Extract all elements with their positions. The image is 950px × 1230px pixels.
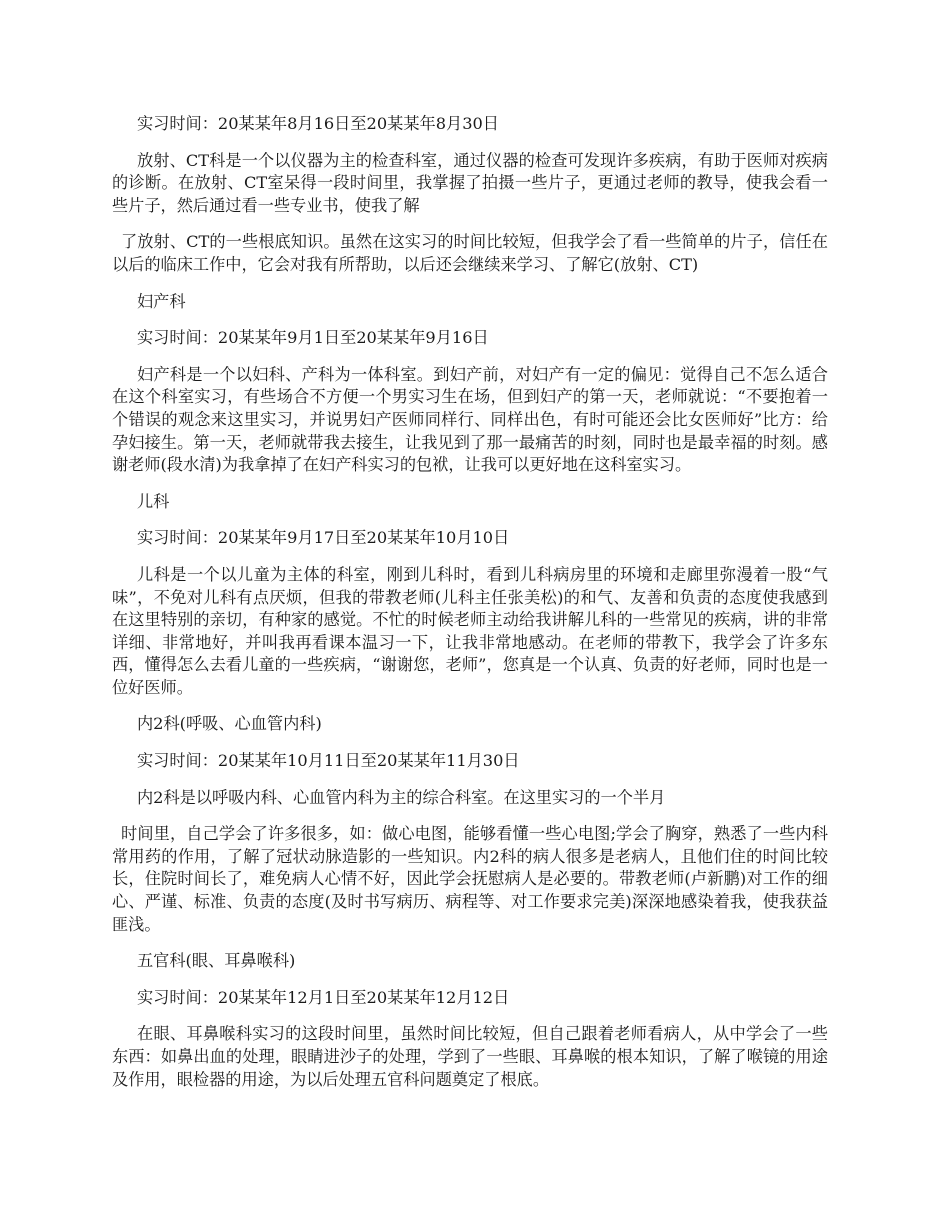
paragraph-pediatrics: 儿科是一个以儿童为主体的科室，刚到儿科时，看到儿科病房里的环境和走廊里弥漫着一股“气味”，不免对儿科有点厌烦，但我的带教老师(儿科主任张美松)的和气、友善和负责的态度使我感到在这里特别的亲切，有种家的感觉。不忙的时候老师主动给我讲解儿科的一些常见的疾病，讲的非常详细、非常地好，并叫我再看课本温习一下，让我非常地感动。在老师的带教下，我学会了许多东西，懂得怎么去看儿童的一些疾病，“谢谢您，老师”，您真是一个认真、负责的好老师，同时也是一位好医师。 xyxy=(112,564,828,697)
paragraph-ent: 在眼、耳鼻喉科实习的这段时间里，虽然时间比较短，但自己跟着老师看病人，从中学会了一些东西：如鼻出血的处理，眼睛进沙子的处理，学到了一些眼、耳鼻喉的根本知识，了解了喉镜的用途及作用，眼检器的用途，为以后处理五官科问题奠定了根底。 xyxy=(112,1024,828,1089)
paragraph-radiology: 放射、CT科是一个以仪器为主的检查科室，通过仪器的检查可发现许多疾病，有助于医师对疾病的诊断。在放射、CT室呆得一段时间里，我掌握了拍摄一些片子，更通过老师的教导，使我会看一些片子，然后通过看一些专业书，使我了解 xyxy=(112,150,828,215)
paragraph-internal-medicine: 内2科是以呼吸内科、心血管内科为主的综合科室。在这里实习的一个半月 xyxy=(137,787,666,807)
section-heading-internal-medicine: 内2科(呼吸、心血管内科) xyxy=(137,714,322,734)
paragraph-radiology-continued: 了放射、CT的一些根底知识。虽然在这实习的时间比较短，但我学会了看一些简单的片子，信任在以后的临床工作中，它会对我有所帮助，以后还会继续来学习、了解它(放射、CT) xyxy=(112,232,828,274)
internship-dates-pediatrics: 实习时间：20某某年9月17日至20某某年10月10日 xyxy=(137,528,510,548)
internship-dates-internal-medicine: 实习时间：20某某年10月11日至20某某年11月30日 xyxy=(137,751,520,771)
section-heading-obstetrics: 妇产科 xyxy=(137,291,186,311)
paragraph-internal-medicine-continued: 时间里，自己学会了许多很多，如：做心电图，能够看懂一些心电图;学会了胸穿，熟悉了一些内科常用药的作用，了解了冠状动脉造影的一些知识。内2科的病人很多是老病人，且他们住的时间比较长，住院时间长了，难免病人心情不好，因此学会抚慰病人是必要的。带教老师(卢新鹏)对工作的细心、严谨、标准、负责的态度(及时书写病历、病程等、对工作要求完美)深深地感染着我，使我获益匪浅。 xyxy=(112,824,828,934)
internship-dates-ent: 实习时间：20某某年12月1日至20某某年12月12日 xyxy=(137,987,510,1007)
section-heading-pediatrics: 儿科 xyxy=(137,491,170,511)
internship-dates-radiology: 实习时间：20某某年8月16日至20某某年8月30日 xyxy=(137,114,499,133)
internship-dates-obstetrics: 实习时间：20某某年9月1日至20某某年9月16日 xyxy=(137,328,489,348)
section-heading-ent: 五官科(眼、耳鼻喉科) xyxy=(137,951,296,971)
paragraph-obstetrics: 妇产科是一个以妇科、产科为一体科室。到妇产前，对妇产有一定的偏见：觉得自己不怎么适合在这个科室实习，有些场合不方便一个男实习生在场，但到妇产的第一天，老师就说：“不要抱着一个错误的观念来这里实习，并说男妇产医师同样行、同样出色，有时可能还会比女医师好”比方：给孕妇接生。第一天，老师就带我去接生，让我见到了那一最痛苦的时刻，同时也是最幸福的时刻。感谢老师(段水清)为我拿掉了在妇产科实习的包袱，让我可以更好地在这科室实习。 xyxy=(112,364,828,475)
